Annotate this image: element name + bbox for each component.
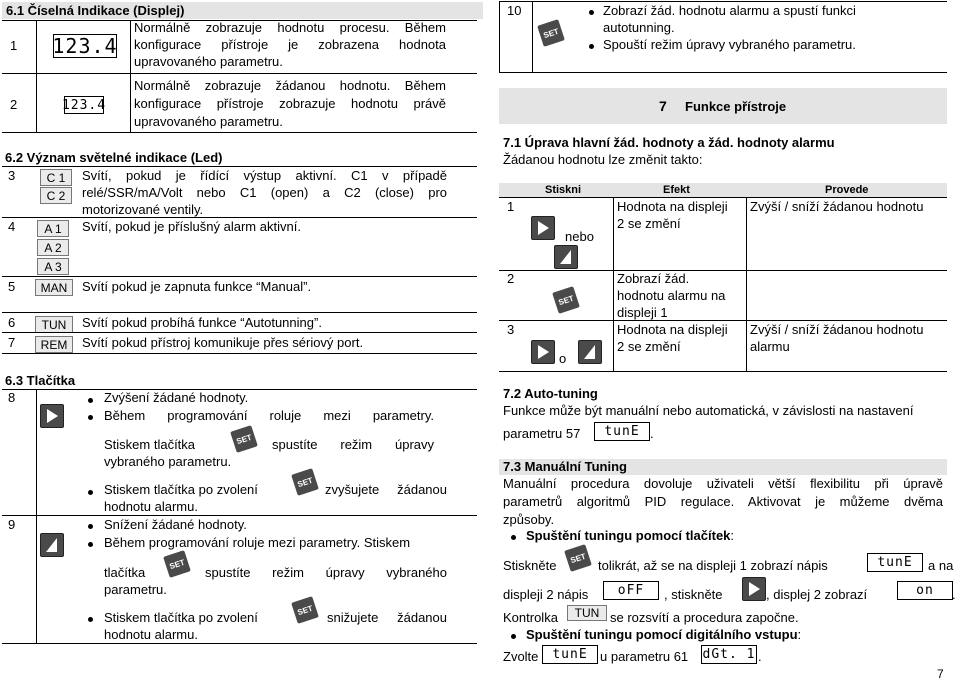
- table-cell-effect: Zobrazí žád.: [617, 271, 690, 286]
- page-number: 7: [937, 667, 944, 681]
- up-arrow-key-icon: [531, 340, 555, 364]
- down-arrow-key-icon: [578, 340, 602, 364]
- table-cell-mid: nebo: [565, 229, 594, 244]
- up-arrow-key-icon: [742, 577, 766, 601]
- section-6-2-title: 6.2 Význam světelné indikace (Led): [5, 150, 223, 165]
- step-3-text-b: se rozsvítí a procedura započne.: [610, 610, 799, 625]
- bullet: [88, 617, 93, 622]
- led-tun: TUN: [35, 316, 73, 333]
- step-1-text-b: tolikrát, až se na displeji 1 zobrazí nápis: [598, 558, 828, 573]
- tune-display: tunE: [867, 553, 923, 572]
- key-10-bullet-1a: Zobrazí žád. hodnotu alarmu a spustí funkci: [603, 3, 856, 18]
- step-2-text-c: , displej 2 zobrazí: [766, 587, 868, 602]
- row-3-line-1: Svítí, pokud je řídící výstup aktivní. C1 v případě: [82, 168, 447, 183]
- section-7-3-header: [499, 459, 947, 475]
- row-number: 2: [10, 97, 18, 112]
- divider: [2, 312, 477, 313]
- divider: [499, 371, 947, 372]
- table-cell-result: alarmu: [750, 339, 790, 354]
- period: .: [952, 587, 956, 602]
- table-row-number: 3: [507, 322, 515, 337]
- key-9-text-c: parametru.: [104, 582, 167, 597]
- section-6-1-header: [2, 2, 483, 19]
- row-number: 9: [8, 517, 16, 532]
- key-9-bullet-3c: hodnotu alarmu.: [104, 627, 198, 642]
- key-8-text-a: Stiskem tlačítka: [104, 437, 196, 452]
- set-key-icon: SET: [564, 544, 592, 572]
- led-rem: REM: [35, 336, 73, 353]
- table-cell-effect: 2 se změní: [617, 216, 681, 231]
- set-key-icon: SET: [230, 425, 258, 453]
- process-display: 123.4: [52, 34, 118, 58]
- bullet: [88, 415, 93, 420]
- section-7-3-line-1: Manuální procedura dovoluje uživateli větší flexibilitu při úpravě: [503, 476, 943, 491]
- bullet: [88, 398, 93, 403]
- divider: [532, 1, 533, 72]
- step-4-text-b: u parametru 61: [600, 649, 689, 664]
- row-2-line-3: upravovaného parametru.: [134, 114, 283, 129]
- divider: [499, 197, 947, 198]
- bullet: [511, 535, 516, 540]
- key-9-bullet-3a: Stiskem tlačítka po zvolení: [104, 610, 258, 625]
- table-row-number: 1: [507, 199, 515, 214]
- table-row-number: 2: [507, 271, 515, 286]
- colon: :: [730, 528, 735, 543]
- set-key-icon: SET: [291, 468, 319, 496]
- table-cell-mid: o: [559, 351, 567, 366]
- divider: [2, 515, 477, 516]
- table-cell-effect: Hodnota na displeji: [617, 322, 728, 337]
- divider: [2, 332, 477, 333]
- divider: [2, 643, 477, 644]
- table-header-cell: Stiskni: [545, 184, 582, 196]
- step-2-text-b: , stiskněte: [664, 587, 723, 602]
- step-1-text-a: Stiskněte: [503, 558, 557, 573]
- up-arrow-key-icon: [40, 404, 64, 428]
- key-8-bullet-3b: zvyšujete žádanou: [325, 482, 447, 497]
- section-6-3-title: 6.3 Tlačítka: [5, 373, 76, 388]
- divider: [2, 166, 477, 167]
- row-1-line-2: konfigurace přístroje je zobrazena hodnota: [134, 37, 446, 52]
- row-3-line-3: motorizované ventily.: [82, 202, 204, 217]
- key-9-text-b: spustíte režim úpravy vybraného: [205, 565, 447, 580]
- chapter-number: 7: [659, 98, 667, 114]
- section-7-3-title: 7.3 Manuální Tuning: [503, 459, 627, 474]
- section-7-2-line-1: Funkce může být manuální nebo automatická, v závislosti na nastavení: [503, 403, 914, 418]
- led-a2: A 2: [37, 239, 69, 256]
- set-key-icon: SET: [163, 550, 191, 578]
- row-5-line-1: Svítí pokud je zapnuta funkce “Manual”.: [82, 279, 312, 294]
- row-2-line-2: konfigurace přístroje zobrazuje hodnotu právě: [134, 96, 446, 111]
- divider: [2, 132, 477, 133]
- period: .: [758, 649, 762, 664]
- section-6-1-title: 6.1 Číselná Indikace (Displej): [6, 3, 185, 18]
- key-9-bullet-3b: snižujete žádanou: [327, 610, 447, 625]
- table-cell-effect: Hodnota na displeji: [617, 199, 728, 214]
- table-header-cell: Provede: [825, 184, 869, 196]
- section-7-3-line-2: parametrů algoritmů PID regulace. Aktivovat je můžeme dvěma: [503, 494, 943, 509]
- table-cell-effect: hodnotu alarmu na: [617, 288, 726, 303]
- row-number: 1: [10, 38, 18, 53]
- key-9-bullet-2: Během programování roluje mezi parametry. Stiskem: [104, 535, 411, 550]
- set-key-icon: SET: [291, 596, 319, 624]
- row-1-line-1: Normálně zobrazuje hodnotu procesu. Během: [134, 20, 446, 35]
- table-cell-effect: displeji 1: [617, 305, 668, 320]
- step-1-text-c: a na: [928, 558, 954, 573]
- divider: [613, 197, 614, 371]
- method-2-heading: [526, 627, 801, 643]
- table-cell-result: Zvýší / sníží žádanou hodnotu: [750, 322, 924, 337]
- divider: [746, 197, 747, 371]
- tune-display: tunE: [542, 645, 598, 664]
- down-arrow-key-icon: [40, 533, 64, 557]
- row-number: 5: [8, 279, 16, 294]
- section-7-3-line-3: způsoby.: [503, 512, 555, 527]
- key-10-bullet-1b: autotunning.: [603, 20, 675, 35]
- bullet: [589, 44, 594, 49]
- divider: [130, 20, 131, 132]
- key-8-bullet-1: Zvýšení žádané hodnoty.: [104, 390, 249, 405]
- step-3-text-a: Kontrolka: [503, 610, 558, 625]
- divider: [499, 270, 947, 271]
- key-8-bullet-3c: hodnotu alarmu.: [104, 499, 198, 514]
- table-header-cell: Efekt: [663, 184, 690, 196]
- step-4-text-a: Zvolte: [503, 649, 539, 664]
- bullet: [88, 524, 93, 529]
- divider: [36, 389, 37, 643]
- led-tun: TUN: [567, 605, 607, 621]
- bullet: [589, 10, 594, 15]
- method-2-title: Spuštění tuningu pomocí digitálního vstupu: [526, 627, 798, 642]
- table-cell-effect: 2 se změní: [617, 339, 681, 354]
- divider: [499, 1, 500, 72]
- chapter-title: Funkce přístroje: [685, 99, 787, 114]
- led-c2: C 2: [40, 187, 72, 204]
- key-9-bullet-1: Snížení žádané hodnoty.: [104, 517, 247, 532]
- led-a3: A 3: [37, 258, 69, 275]
- key-8-text-b: spustíte režim úpravy: [272, 437, 434, 452]
- divider: [2, 73, 477, 74]
- row-7-line-1: Svítí pokud přístroj komunikuje přes sériový port.: [82, 335, 364, 350]
- up-arrow-key-icon: [531, 216, 555, 240]
- row-6-line-1: Svítí pokud probíhá funkce “Autotunning”.: [82, 315, 322, 330]
- colon: :: [797, 627, 802, 642]
- key-9-text-a: tlačítka: [104, 565, 146, 580]
- row-number: 3: [8, 168, 16, 183]
- led-c1: C 1: [40, 169, 72, 186]
- divider: [2, 353, 477, 354]
- table-cell-result: Zvýší / sníží žádanou hodnotu: [750, 199, 924, 214]
- divider: [499, 72, 947, 73]
- row-3-line-2: relé/SSR/mA/Volt nebo C1 (open) a C2 (close) pro: [82, 185, 447, 200]
- led-man: MAN: [35, 279, 73, 296]
- method-1-heading: [526, 528, 734, 544]
- section-7-1-intro: Žádanou hodnotu lze změnit takto:: [503, 152, 703, 167]
- led-a1: A 1: [37, 220, 69, 237]
- bullet: [88, 542, 93, 547]
- divider: [499, 1, 947, 2]
- row-4-line-1: Svítí, pokud je příslušný alarm aktivní.: [82, 219, 301, 234]
- row-number: 10: [507, 3, 522, 18]
- set-key-icon: SET: [552, 286, 580, 314]
- digital-input-display: dGt. 1: [702, 647, 756, 662]
- step-2-text-a: displeji 2 nápis: [503, 587, 589, 602]
- chapter-7-header: [499, 88, 947, 124]
- down-arrow-key-icon: [554, 245, 578, 269]
- on-display: on: [897, 581, 953, 600]
- row-1-line-3: upravovaného parametru.: [134, 54, 283, 69]
- set-key-icon: SET: [537, 19, 565, 47]
- tune-display: tunE: [594, 422, 650, 441]
- off-display: oFF: [603, 581, 659, 600]
- row-number: 4: [8, 219, 16, 234]
- section-7-2-title: 7.2 Auto-tuning: [503, 386, 598, 401]
- divider: [2, 217, 477, 218]
- method-1-title: Spuštění tuningu pomocí tlačítek: [526, 528, 731, 543]
- key-8-bullet-3a: Stiskem tlačítka po zvolení: [104, 482, 258, 497]
- key-8-text-c: vybraného parametru.: [104, 454, 232, 469]
- row-number: 7: [8, 335, 16, 350]
- divider: [36, 20, 37, 132]
- setpoint-display: 123.4: [61, 97, 107, 113]
- divider: [499, 320, 947, 321]
- bullet: [88, 490, 93, 495]
- key-10-bullet-2: Spouští režim úpravy vybraného parametru.: [603, 37, 856, 52]
- row-2-line-1: Normálně zobrazuje žádanou hodnotu. Během: [134, 78, 446, 93]
- row-number: 6: [8, 315, 16, 330]
- section-7-2-line-2: parametru 57: [503, 426, 581, 441]
- key-8-bullet-2: Během programování roluje mezi parametry.: [104, 408, 434, 423]
- section-7-1-title: 7.1 Úprava hlavní žád. hodnoty a žád. hodnoty alarmu: [503, 135, 835, 150]
- divider: [2, 276, 477, 277]
- period: .: [650, 426, 654, 441]
- row-number: 8: [8, 390, 16, 405]
- bullet: [511, 634, 516, 639]
